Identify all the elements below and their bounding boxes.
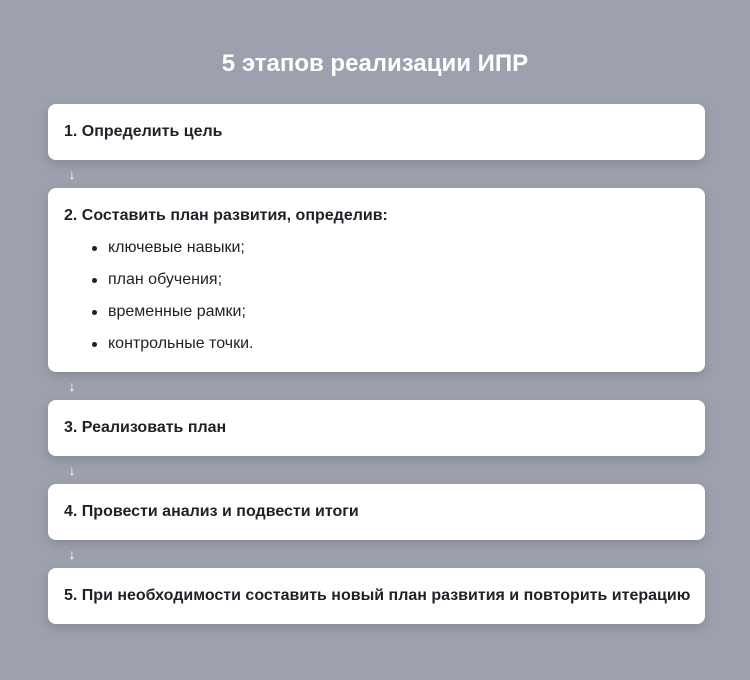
list-item: план обучения; — [92, 270, 689, 302]
list-item: ключевые навыки; — [92, 238, 689, 270]
arrow-down-icon: ↓ — [68, 378, 76, 394]
step-label: 5. При необходимости составить новый план развития и повторить итерацию — [64, 587, 691, 604]
step-label: 4. Провести анализ и подвести итоги — [64, 503, 359, 520]
arrow-down-icon: ↓ — [68, 462, 76, 478]
step-label: 3. Реализовать план — [64, 419, 227, 436]
step-card-4 — [48, 484, 705, 540]
step-card-2 — [48, 188, 705, 372]
diagram-title: 5 этапов реализации ИПР — [221, 50, 529, 77]
step-label: 2. Составить план развития, определив: — [64, 207, 388, 224]
step-card-1 — [48, 104, 705, 160]
step-card-5 — [48, 568, 705, 624]
list-item: временные рамки; — [92, 302, 689, 334]
step-2-list — [64, 238, 689, 366]
step-label: 1. Определить цель — [64, 123, 223, 140]
step-card-3 — [48, 400, 705, 456]
list-item: контрольные точки. — [92, 334, 689, 366]
arrow-down-icon: ↓ — [68, 166, 76, 182]
arrow-down-icon: ↓ — [68, 546, 76, 562]
